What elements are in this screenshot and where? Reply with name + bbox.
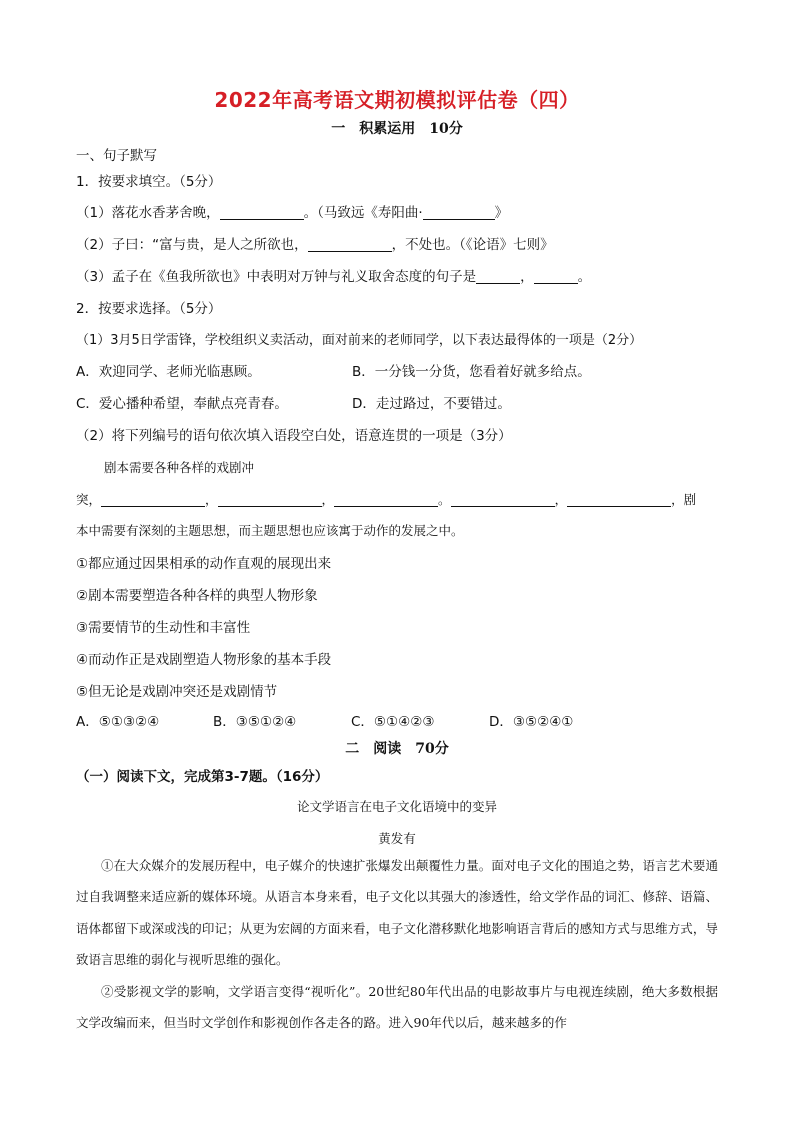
option-d[interactable]: D．走过路过，不要错过。 xyxy=(352,396,511,412)
option-c[interactable]: C．爱心播种希望，奉献点亮青春。 xyxy=(76,396,288,412)
passage-line-3: 本中需要有深刻的主题思想，而主题思想也应该寓于动作的发展之中。 xyxy=(76,523,464,538)
answer-blank[interactable] xyxy=(220,205,304,220)
article-paragraph-1: ①在大众媒介的发展历程中，电子媒介的快速扩张爆发出颠覆性力量。面对电子文化的围追之势，语言艺术要通过自我调整来适应新的媒体环境。从语言本身来看，电子文化以其强大的渗透性，给文学作品的词汇、修辞、语篇、语体都留下或深或浅的印记；从更为宏阔的方面来看，电子文化潜移默化地影响语言背后的感知方式与思维方式，导致语言思维的弱化与视听思维的强化。 xyxy=(76,858,718,967)
question-2-sub-2: （2）将下列编号的语句依次填入语段空白处，语意连贯的一项是（3分） xyxy=(76,428,512,444)
option-a[interactable]: A．欢迎同学、老师光临惠顾。 xyxy=(76,364,261,380)
answer-blank[interactable] xyxy=(567,492,671,507)
answer-option-d[interactable]: D．③⑤②④① xyxy=(489,714,574,730)
answer-blank[interactable] xyxy=(534,269,578,284)
section-heading-1: 一 积累运用 10分 xyxy=(331,121,463,137)
question-1-part-2: （2）子曰：“富与贵，是人之所欲也， ，不处也。（《论语》七则》 xyxy=(76,237,554,253)
answer-blank[interactable] xyxy=(334,492,438,507)
answer-blank[interactable] xyxy=(451,492,555,507)
answer-blank[interactable] xyxy=(101,492,205,507)
question-2-stem: 2．按要求选择。（5分） xyxy=(76,301,222,317)
sentence-item-4: ④而动作正是戏剧塑造人物形象的基本手段 xyxy=(76,652,332,668)
sentence-item-2: ②剧本需要塑造各种各样的典型人物形象 xyxy=(76,588,318,604)
reading-heading: （一）阅读下文，完成第3-7题。（16分） xyxy=(76,769,329,785)
answer-option-c[interactable]: C．⑤①④②③ xyxy=(351,714,435,730)
section-heading-2: 二 阅读 70分 xyxy=(345,741,449,757)
exam-title: 2022年高考语文期初模拟评估卷（四） xyxy=(214,88,580,112)
article-paragraph-2: ②受影视文学的影响，文学语言变得“视听化”。20世纪80年代出品的电影故事片与电视连续剧，绝大多数根据文学改编而来，但当时文学创作和影视创作各走各的路。进入90年代以后，越来越多的作 xyxy=(76,984,718,1031)
answer-blank[interactable] xyxy=(476,269,520,284)
sentence-item-1: ①都应通过因果相承的动作直观的展现出来 xyxy=(76,556,332,572)
answer-option-b[interactable]: B．③⑤①②④ xyxy=(213,714,297,730)
question-1-part-1: （1）落花水香茅舍晚， 。（马致远《寿阳曲· 》 xyxy=(76,205,509,221)
passage-line-1: 剧本需要各种各样的戏剧冲 xyxy=(104,460,255,475)
article-author: 黄发有 xyxy=(378,831,416,846)
answer-blank[interactable] xyxy=(423,205,495,220)
answer-blank[interactable] xyxy=(218,492,322,507)
passage-line-2: 突， ， ， 。 ， ，剧 xyxy=(76,492,697,507)
question-1-part-3: （3）孟子在《鱼我所欲也》中表明对万钟与礼义取舍态度的句子是 ， 。 xyxy=(76,269,592,285)
question-2-sub-1: （1）3月5日学雷锋，学校组织义卖活动，面对前来的老师同学，以下表达最得体的一项是（2分） xyxy=(76,333,643,348)
answer-option-a[interactable]: A．⑤①③②④ xyxy=(76,714,160,730)
sentence-item-5: ⑤但无论是戏剧冲突还是戏剧情节 xyxy=(76,684,278,700)
sub-heading: 一、句子默写 xyxy=(76,148,157,164)
answer-blank[interactable] xyxy=(308,237,392,252)
question-1-stem: 1．按要求填空。（5分） xyxy=(76,174,222,190)
sentence-item-3: ③需要情节的生动性和丰富性 xyxy=(76,620,251,636)
option-b[interactable]: B．一分钱一分货，您看着好就多给点。 xyxy=(352,364,591,380)
article-title: 论文学语言在电子文化语境中的变异 xyxy=(296,799,497,814)
